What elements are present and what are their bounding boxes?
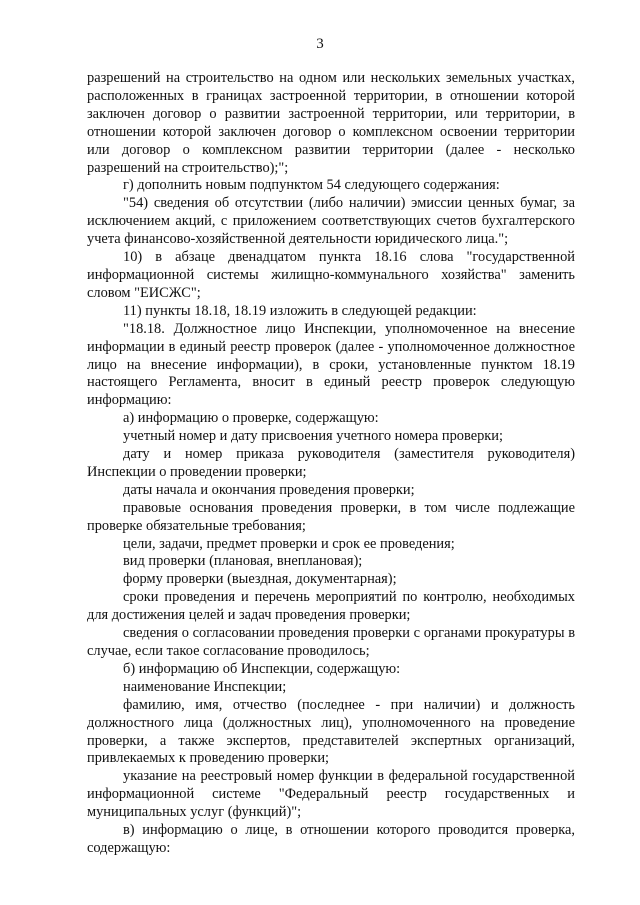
paragraph: вид проверки (плановая, внеплановая); <box>123 553 363 570</box>
document-body <box>87 70 575 858</box>
paragraph: а) информацию о проверке, содержащую: <box>123 410 379 427</box>
paragraph: г) дополнить новым подпунктом 54 следующего содержания: <box>123 177 500 194</box>
paragraph: разрешений на строительство на одном или нескольких земельных участках, расположенных в границах застроенной территории, в отношении которой заключен договор о развитии застроенной территории, или территории, в отношении которой заключен договор о комплексном освоении территории или договор о комплексном развитии территории (далее - несколько разрешений на строительство);"; <box>87 70 575 176</box>
paragraph: в) информацию о лице, в отношении которого проводится проверка, содержащую: <box>87 822 575 856</box>
paragraph: дату и номер приказа руководителя (заместителя руководителя) Инспекции о проведении проверки; <box>87 446 575 480</box>
paragraph: 11) пункты 18.18, 18.19 изложить в следующей редакции: <box>123 302 477 319</box>
paragraph: б) информацию об Инспекции, содержащую: <box>123 660 401 677</box>
paragraph: цели, задачи, предмет проверки и срок ее проведения; <box>123 535 455 552</box>
paragraph: 10) в абзаце двенадцатом пункта 18.16 слова "государственной информационной системы жилищно-коммунального хозяйства" заменить словом "ЕИСЖС"; <box>87 249 575 301</box>
paragraph: учетный номер и дату присвоения учетного номера проверки; <box>123 428 503 445</box>
page-number: 3 <box>316 36 324 52</box>
paragraph: сведения о согласовании проведения проверки с органами прокуратуры в случае, если такое согласование проводилось; <box>87 625 575 659</box>
paragraph: сроки проведения и перечень мероприятий по контролю, необходимых для достижения целей и задач проведения проверки; <box>87 589 575 624</box>
paragraph: "18.18. Должностное лицо Инспекции, уполномоченное на внесение информации в единый реестр проверок (далее - уполномоченное должностное лицо на внесение информации), в сроки, установленные пунктом 18.19 настоящего Регламента, вносит в единый реестр проверок следующую информацию: <box>87 320 575 409</box>
paragraph: наименование Инспекции; <box>123 678 287 695</box>
paragraph: даты начала и окончания проведения проверки; <box>123 481 415 498</box>
paragraph: форму проверки (выездная, документарная); <box>123 571 397 588</box>
paragraph: правовые основания проведения проверки, в том числе подлежащие проверке обязательные требования; <box>87 499 575 534</box>
paragraph: "54) сведения об отсутствии (либо наличии) эмиссии ценных бумаг, за исключением акций, с приложением соответствующих счетов бухгалтерского учета финансово-хозяйственной деятельности юридического лица."; <box>87 195 575 248</box>
paragraph: указание на реестровый номер функции в федеральной государственной информационной системе "Федеральный реестр государственных и муниципальных услуг (функций)"; <box>87 768 575 821</box>
paragraph: фамилию, имя, отчество (последнее - при наличии) и должность должностного лица (должностных лиц), уполномоченного на проведение проверки, а также экспертов, представителей экспертных организаций, привлекаемых к проведению проверки; <box>87 696 575 767</box>
